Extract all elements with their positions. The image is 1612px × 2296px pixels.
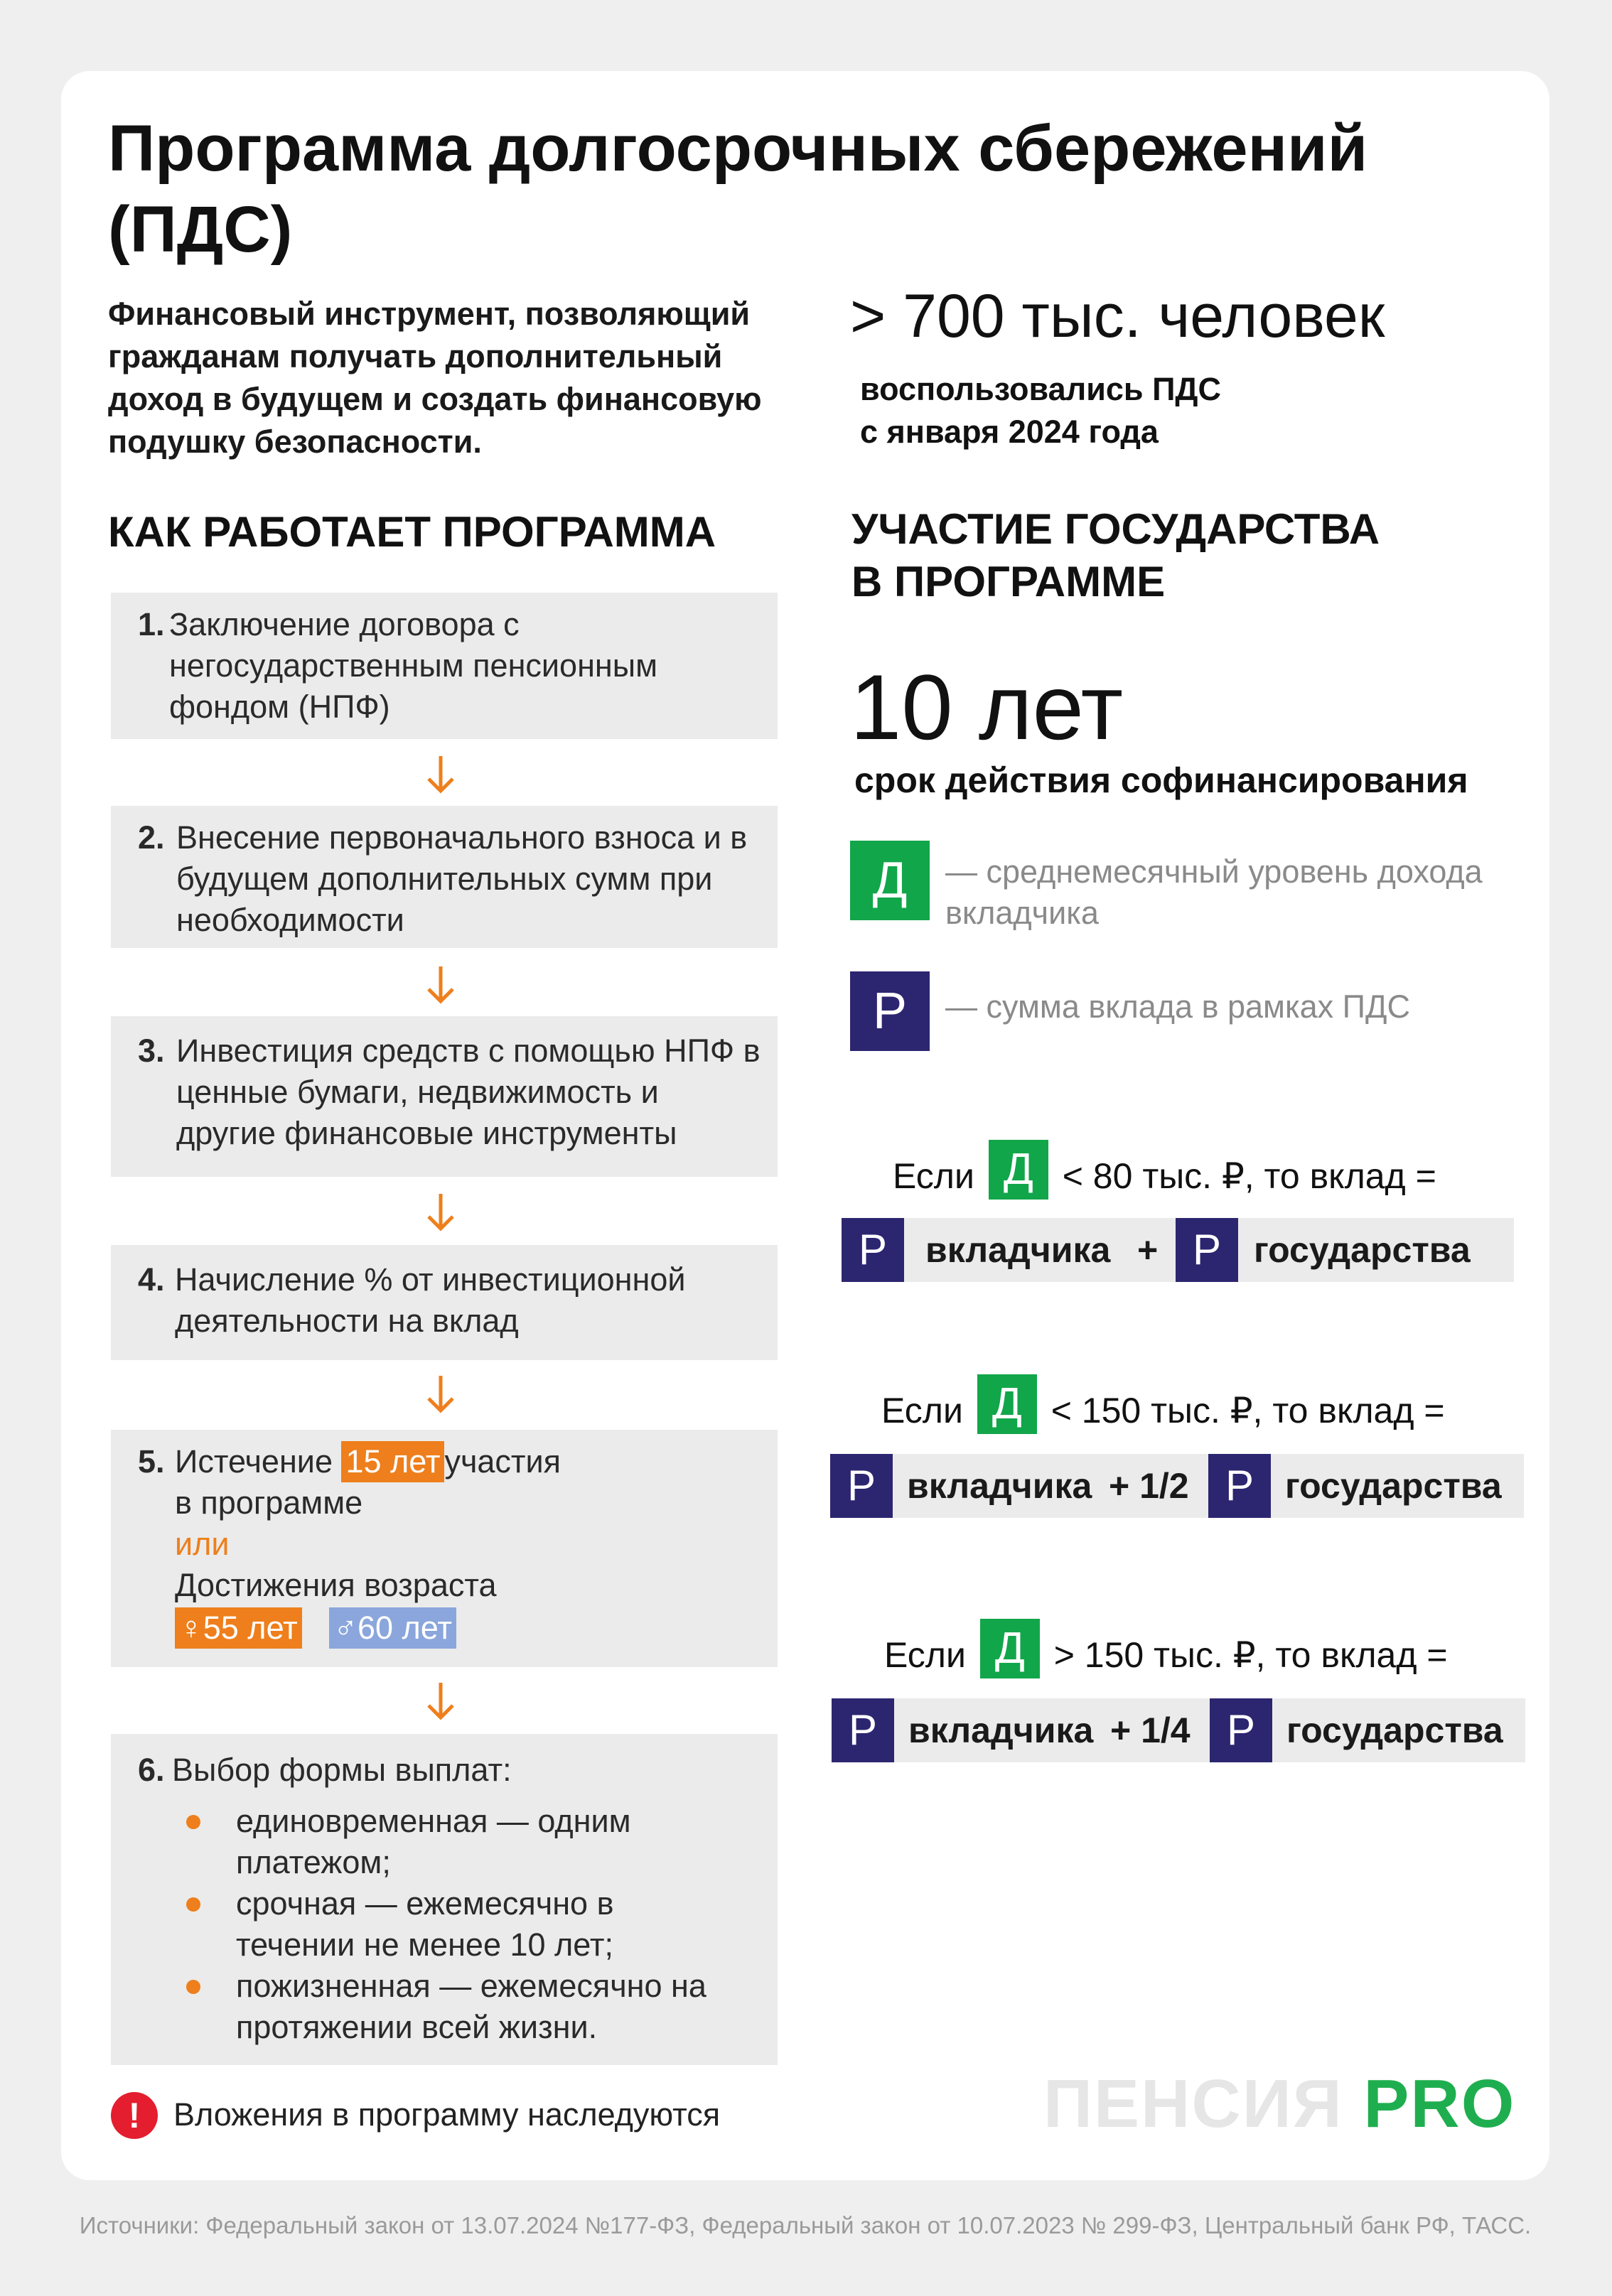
legend-income-text: — среднемесячный уровень дохода вкладчика <box>945 853 1483 931</box>
participants-caption: воспользовались ПДС с января 2024 года <box>860 371 1221 450</box>
payout-options <box>175 1801 715 2048</box>
step-1 <box>111 593 778 739</box>
rule-2-formula: Р вкладчика + 1/2 Р государства <box>830 1454 1524 1518</box>
deposit-p-icon: Р <box>1208 1454 1271 1518</box>
income-d-icon: Д <box>989 1140 1048 1200</box>
step-text: Выбор формы выплат: <box>172 1752 512 1788</box>
step-text: Инвестиция средств с помощью НПФ в ценные бумаги, недвижимость и другие финансовые инструменты <box>176 1033 761 1151</box>
participants-stat: > 700 тыс. человек <box>850 282 1385 350</box>
step-number: 2. <box>138 819 165 856</box>
inheritance-note: Вложения в программу наследуются <box>173 2096 721 2133</box>
deposit-p-icon: Р <box>850 971 930 1051</box>
rule-1-condition: Если Д < 80 тыс. ₽, то вклад = <box>893 1144 1436 1204</box>
cofinancing-caption: срок действия софинансирования <box>854 760 1468 800</box>
term-highlight: 15 лет <box>341 1441 444 1482</box>
legend-deposit-text: — сумма вклада в рамках ПДС <box>945 988 1410 1025</box>
step-number: 4. <box>138 1261 165 1298</box>
deposit-p-icon: Р <box>1210 1698 1272 1762</box>
rule-3-condition: Если Д > 150 тыс. ₽, то вклад = <box>884 1623 1448 1683</box>
intro-text: Финансовый инструмент, позволяющий гражданам получать дополнительный доход в будущем и создать финансовую подушку безопасности. <box>108 296 762 460</box>
step-number: 5. <box>138 1443 165 1480</box>
state-participation-heading: УЧАСТИЕ ГОСУДАРСТВА В ПРОГРАММЕ <box>851 505 1380 605</box>
step-5 <box>111 1430 778 1667</box>
arrow-down-icon <box>423 964 458 1006</box>
female-age-badge: ♀55 лет <box>175 1607 302 1649</box>
list-item: единовременная — одним платежом; <box>175 1801 715 1883</box>
deposit-p-icon: Р <box>830 1454 893 1518</box>
step-6 <box>111 1734 778 2065</box>
arrow-down-icon <box>423 1680 458 1723</box>
male-age-badge: ♂60 лет <box>329 1607 456 1649</box>
list-item: срочная — ежемесячно в течении не менее 10 лет; <box>175 1883 715 1966</box>
brand-logo: ПЕНСИЯ PRO <box>1043 2066 1516 2142</box>
step-text: Начисление % от инвестиционной деятельности на вклад <box>175 1261 686 1339</box>
page-title: Программа долгосрочных сбережений (ПДС) <box>108 112 1368 266</box>
step-number: 6. <box>138 1752 165 1788</box>
step-4 <box>111 1245 778 1360</box>
income-d-icon: Д <box>977 1374 1037 1434</box>
step-number: 3. <box>138 1033 165 1069</box>
income-d-icon: Д <box>850 841 930 920</box>
arrow-down-icon <box>423 1191 458 1234</box>
how-it-works-heading: КАК РАБОТАЕТ ПРОГРАММА <box>108 508 716 556</box>
step-2 <box>111 806 778 948</box>
deposit-p-icon: Р <box>832 1698 894 1762</box>
rule-3-formula: Р вкладчика + 1/4 Р государства <box>832 1698 1525 1762</box>
deposit-p-icon: Р <box>842 1218 904 1282</box>
step-text: Заключение договора с негосударственным пенсионным фондом (НПФ) <box>169 606 658 725</box>
list-item: пожизненная — ежемесячно на протяжении всей жизни. <box>175 1966 715 2048</box>
step-number: 1. <box>138 606 165 642</box>
sources-footer: Источники: Федеральный закон от 13.07.2024 №177-ФЗ, Федеральный закон от 10.07.2023 № 299-ФЗ, Центральный банк РФ, ТАСС. <box>79 2212 1532 2238</box>
step-3 <box>111 1016 778 1177</box>
rule-2-condition: Если Д < 150 тыс. ₽, то вклад = <box>881 1379 1445 1438</box>
rule-1-formula: Р вкладчика + Р государства <box>842 1218 1514 1282</box>
step-text: Истечение 15 лет участия в программе или Достижения возраста ♀55 лет ♂60 лет <box>175 1441 763 1649</box>
cofinancing-years: 10 лет <box>850 655 1124 759</box>
arrow-down-icon <box>423 753 458 796</box>
step-text: Внесение первоначального взноса и в будущем дополнительных сумм при необходимости <box>176 819 748 938</box>
or-label: или <box>175 1526 230 1562</box>
income-d-icon: Д <box>980 1619 1040 1678</box>
warning-icon: ! <box>111 2092 158 2139</box>
deposit-p-icon: Р <box>1176 1218 1238 1282</box>
arrow-down-icon <box>423 1373 458 1416</box>
